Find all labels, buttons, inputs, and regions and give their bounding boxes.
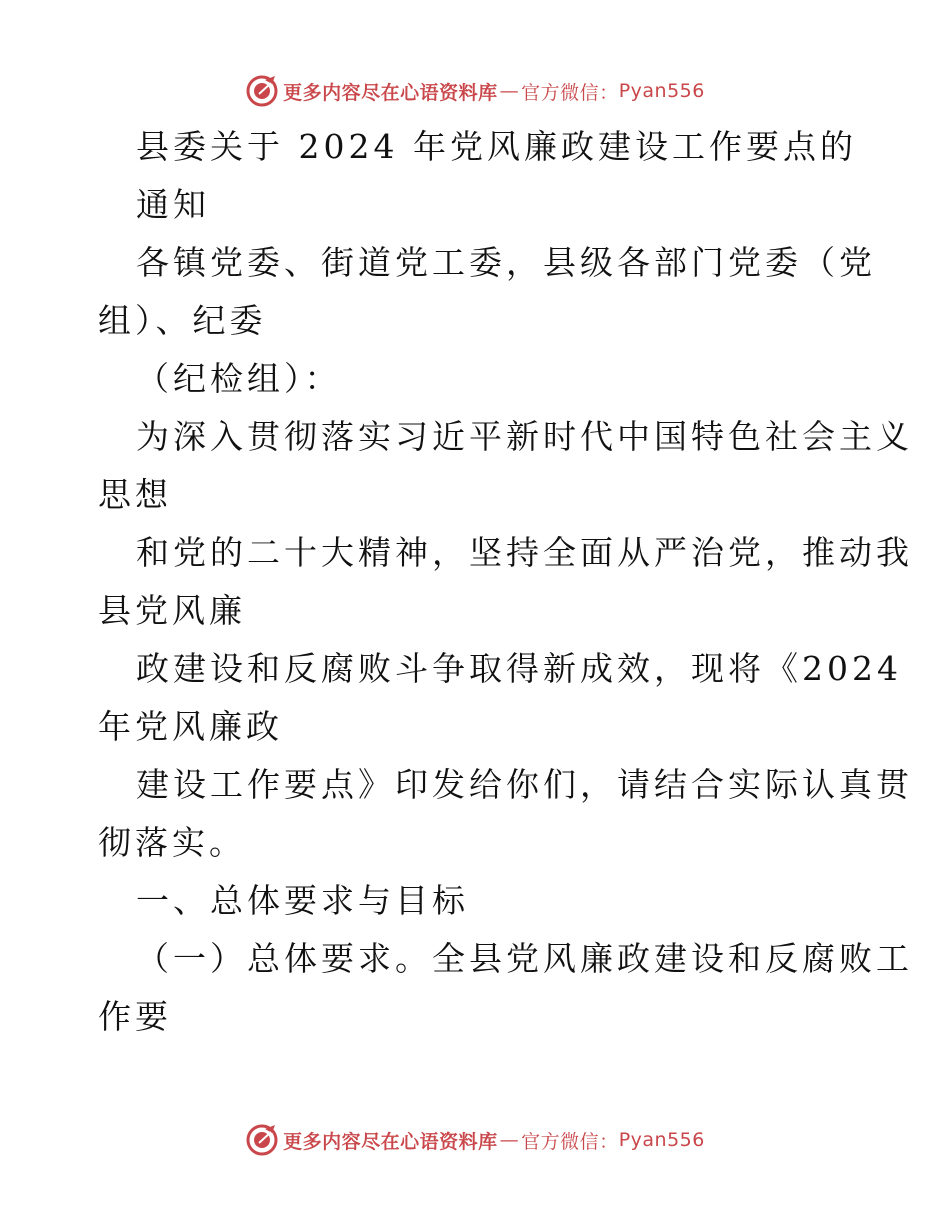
pen-logo-icon <box>245 74 279 108</box>
subsection-line-1: （一）总体要求。全县党风廉政建设和反腐败工 <box>136 939 913 978</box>
doc-title-line-1: 县委关于 2024 年党风廉政建设工作要点的 <box>136 127 857 166</box>
addressee-line-2: 组）、纪委 <box>98 301 267 340</box>
watermark-dash: — <box>499 1129 520 1151</box>
paragraph-line-2: 思想 <box>98 475 172 514</box>
addressee-line-1: 各镇党委、街道党工委，县级各部门党委（党 <box>136 243 876 282</box>
paragraph-line-4: 县党风廉 <box>98 591 246 630</box>
watermark-wechat-id: Pyan556 <box>618 80 705 102</box>
header-watermark <box>0 71 950 111</box>
watermark-title: 更多内容尽在心语资料库 <box>283 1130 498 1153</box>
section-heading: 一、总体要求与目标 <box>136 881 469 920</box>
paragraph-line-7: 建设工作要点》印发给你们，请结合实际认真贯 <box>136 765 913 804</box>
watermark-subtitle: 官方微信： <box>521 81 619 104</box>
paragraph-line-1: 为深入贯彻落实习近平新时代中国特色社会主义 <box>136 417 913 456</box>
paragraph-line-5: 政建设和反腐败斗争取得新成效，现将《2024 <box>136 649 902 688</box>
document-body <box>98 118 913 1046</box>
paragraph-line-3: 和党的二十大精神，坚持全面从严治党，推动我 <box>136 533 913 572</box>
doc-title-line-2: 通知 <box>136 185 210 224</box>
watermark-title: 更多内容尽在心语资料库 <box>283 81 498 104</box>
paragraph-line-8: 彻落实。 <box>98 823 246 862</box>
addressee-line-3: （纪检组）： <box>136 359 342 398</box>
watermark-wechat-id: Pyan556 <box>618 1129 705 1151</box>
watermark-subtitle: 官方微信： <box>521 1130 619 1153</box>
footer-watermark <box>0 1120 950 1160</box>
pen-logo-icon <box>245 1123 279 1157</box>
paragraph-line-6: 年党风廉政 <box>98 707 283 746</box>
subsection-line-2: 作要 <box>98 997 172 1036</box>
watermark-dash: — <box>499 80 520 102</box>
